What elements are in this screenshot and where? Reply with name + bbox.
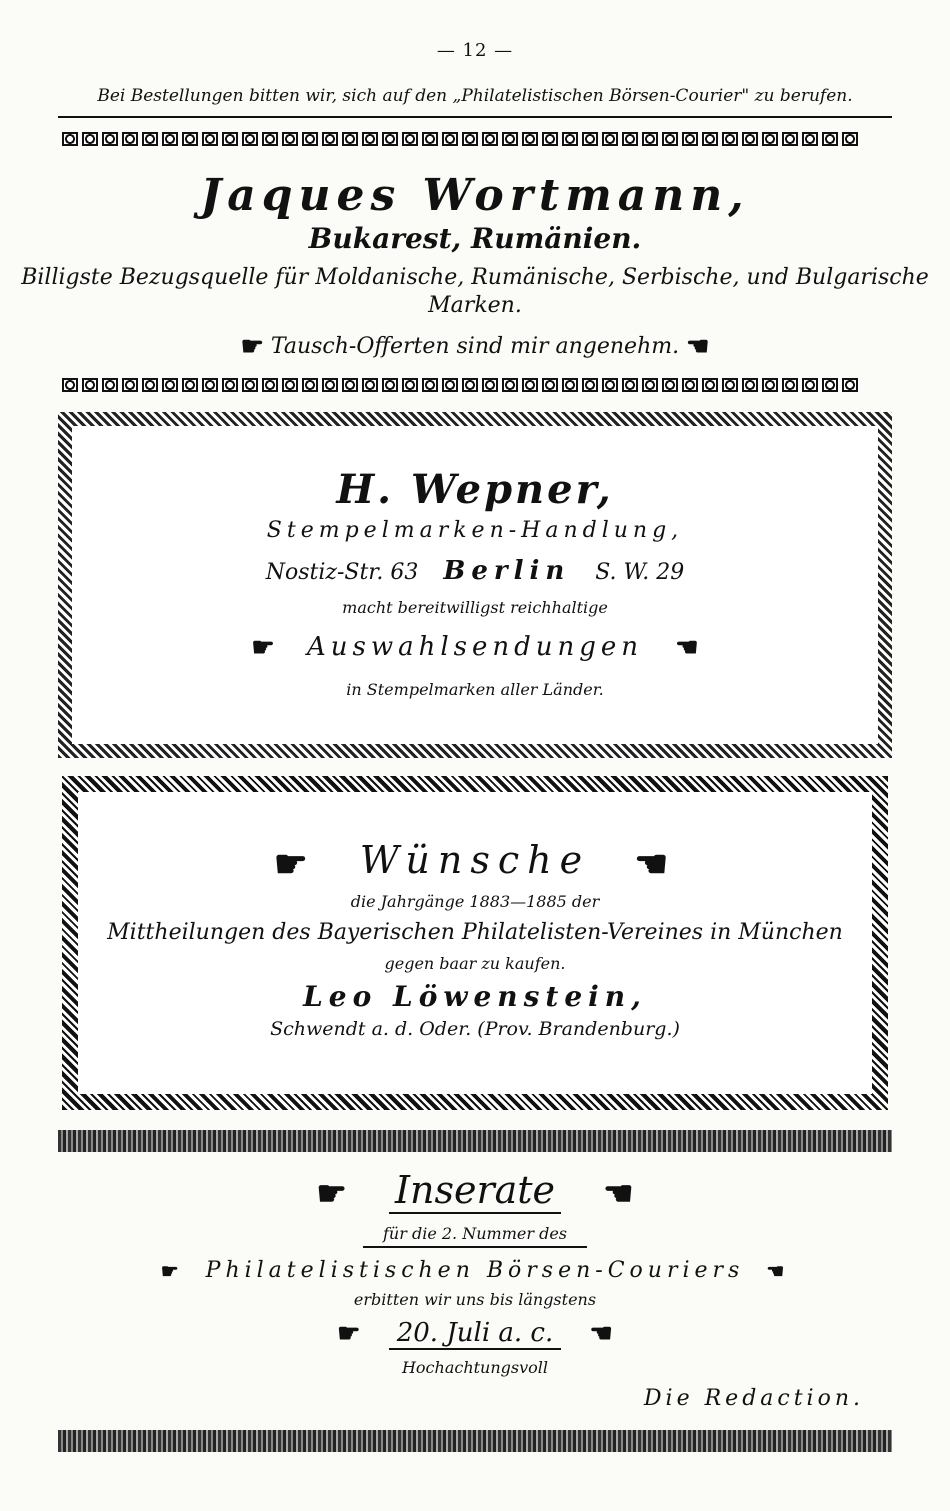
ornament-square [182, 378, 198, 392]
ad-wortmann-line1: Billigste Bezugsquelle für Moldanische, Rumänische, Serbische, und Bulgarische [21, 265, 929, 290]
ad-loewenstein-name: Leo Löwenstein, [303, 980, 647, 1013]
ad-wortmann-city: Bukarest, Rumänien. [308, 222, 642, 255]
ornament-square [422, 132, 438, 146]
ornament-square [542, 378, 558, 392]
notice-line3: erbitten wir uns bis längstens [353, 1290, 597, 1309]
notice-signature: Die Redaction. [643, 1386, 864, 1411]
notice-headline-row [0, 1168, 950, 1214]
ornament-square [782, 378, 798, 392]
ornament-square [542, 132, 558, 146]
ornament-square [282, 132, 298, 146]
pointing-hand-left-icon: ☚ [589, 1319, 613, 1349]
ornament-square [102, 378, 118, 392]
top-rule [58, 116, 892, 118]
notice-line2-row [0, 1258, 950, 1283]
ornament-square [302, 378, 318, 392]
ad-wortmann-name: Jaques Wortmann, [200, 170, 750, 221]
ornament-square [202, 132, 218, 146]
ornament-square [362, 132, 378, 146]
ad-loewenstein-line1: die Jahrgänge 1883—1885 der [350, 892, 600, 911]
page-number: — 12 — [436, 40, 514, 61]
pointing-hand-right-icon: ☛ [240, 332, 264, 362]
ad-wepner-trade: Stempelmarken-Handlung, [266, 518, 684, 543]
ornament-square [262, 378, 278, 392]
ornament-square [602, 132, 618, 146]
texture-band-bottom [58, 1430, 892, 1452]
pointing-hand-right-icon: ☛ [337, 1319, 361, 1349]
ad-wepner-name: H. Wepner, [336, 466, 614, 513]
pointing-hand-left-icon: ☚ [603, 1173, 634, 1214]
pointing-hand-right-icon: ☛ [160, 1259, 184, 1283]
notice-closing: Hochachtungsvoll [401, 1358, 549, 1377]
notice-line1: für die 2. Nummer des [363, 1224, 587, 1248]
ornament-square [342, 132, 358, 146]
ornament-square [562, 132, 578, 146]
ornament-square [422, 378, 438, 392]
pointing-hand-left-icon: ☚ [686, 332, 710, 362]
exchange-text: Tausch-Offerten sind mir angenehm. [270, 334, 680, 359]
notice-headline: Inserate [389, 1168, 561, 1214]
ornament-square [522, 378, 538, 392]
ornament-square [722, 378, 738, 392]
pointing-hand-left-icon: ☚ [766, 1259, 790, 1283]
pointing-hand-left-icon: ☚ [634, 841, 677, 886]
ornament-square [742, 378, 758, 392]
ornament-square [582, 378, 598, 392]
pointing-hand-right-icon: ☛ [273, 841, 316, 886]
ornament-square [242, 132, 258, 146]
ornament-square [362, 378, 378, 392]
ornament-square [642, 132, 658, 146]
ornament-square [742, 132, 758, 146]
ornament-square [662, 132, 678, 146]
ornament-square [402, 378, 418, 392]
ornament-square [562, 378, 578, 392]
ornament-square [682, 378, 698, 392]
ad-wortmann-exchange [0, 332, 950, 362]
notice-date: 20. Juli a. c. [389, 1318, 562, 1350]
ornament-square [462, 378, 478, 392]
ad-wepner-offer: macht bereitwilligst reichhaltige [342, 598, 608, 617]
ornament-square [842, 378, 858, 392]
ornament-band-middle [58, 374, 892, 396]
ornament-square [82, 132, 98, 146]
ornament-square [222, 378, 238, 392]
notice-line1-row [0, 1224, 950, 1243]
ad-wepner-headline-row [0, 632, 950, 663]
ad-wepner-address [0, 556, 950, 586]
ornament-square [142, 132, 158, 146]
ornament-square [402, 132, 418, 146]
ornament-square [722, 132, 738, 146]
ornament-square [662, 378, 678, 392]
ornament-square [602, 378, 618, 392]
ad-loewenstein-headline: Wünsche [359, 838, 591, 882]
notice-date-row [0, 1318, 950, 1349]
ornament-square [162, 132, 178, 146]
ad-loewenstein-address: Schwendt a. d. Oder. (Prov. Brandenburg.) [270, 1018, 680, 1040]
ornament-square [502, 132, 518, 146]
ornament-square [122, 378, 138, 392]
ad-loewenstein-line3: gegen baar zu kaufen. [384, 954, 566, 973]
ornament-square [622, 132, 638, 146]
ornament-square [802, 132, 818, 146]
ad-loewenstein-headline-row [0, 838, 950, 886]
ornament-square [382, 132, 398, 146]
address-city: Berlin [443, 556, 571, 586]
address-district: S. W. 29 [595, 560, 685, 585]
ornament-square [642, 378, 658, 392]
ornament-square [822, 132, 838, 146]
ornament-square [762, 132, 778, 146]
ornament-square [702, 378, 718, 392]
ornament-square [222, 132, 238, 146]
ornament-square [702, 132, 718, 146]
ornament-square [122, 132, 138, 146]
ornament-square [582, 132, 598, 146]
ornament-square [202, 378, 218, 392]
ornament-band-top [58, 128, 892, 150]
ornament-square [802, 378, 818, 392]
pointing-hand-right-icon: ☛ [316, 1173, 347, 1214]
ad-loewenstein-line2: Mittheilungen des Bayerischen Philatelisten-Vereines in München [107, 920, 843, 945]
ornament-square [682, 132, 698, 146]
ornament-square [342, 378, 358, 392]
ornament-square [282, 378, 298, 392]
ornament-square [62, 378, 78, 392]
ornament-square [322, 132, 338, 146]
ornament-square [522, 132, 538, 146]
ornament-square [242, 378, 258, 392]
ad-wortmann-line2: Marken. [428, 293, 522, 318]
texture-band-top [58, 1130, 892, 1152]
ornament-square [82, 378, 98, 392]
ornament-square [302, 132, 318, 146]
ornament-square [842, 132, 858, 146]
ornament-square [62, 132, 78, 146]
ornament-square [182, 132, 198, 146]
ornament-square [442, 378, 458, 392]
ornament-square [142, 378, 158, 392]
ornament-square [462, 132, 478, 146]
address-street: Nostiz-Str. 63 [265, 560, 419, 585]
ad-wepner-footer: in Stempelmarken aller Länder. [346, 680, 604, 699]
ornament-square [382, 378, 398, 392]
ornament-square [822, 378, 838, 392]
ornament-square [262, 132, 278, 146]
ornament-square [322, 378, 338, 392]
ornament-square [622, 378, 638, 392]
order-note: Bei Bestellungen bitten wir, sich auf den „Philatelistischen Börsen-Courier" zu berufen. [97, 86, 853, 106]
ornament-square [162, 378, 178, 392]
ornament-square [442, 132, 458, 146]
ornament-square [482, 132, 498, 146]
pointing-hand-left-icon: ☚ [675, 633, 699, 663]
ornament-square [782, 132, 798, 146]
ornament-square [762, 378, 778, 392]
ornament-square [102, 132, 118, 146]
ornament-square [502, 378, 518, 392]
pointing-hand-right-icon: ☛ [251, 633, 275, 663]
ornament-square [482, 378, 498, 392]
ad-wepner-headline: Auswahlsendungen [306, 632, 644, 662]
notice-line2: Philatelistischen Börsen-Couriers [205, 1258, 745, 1283]
